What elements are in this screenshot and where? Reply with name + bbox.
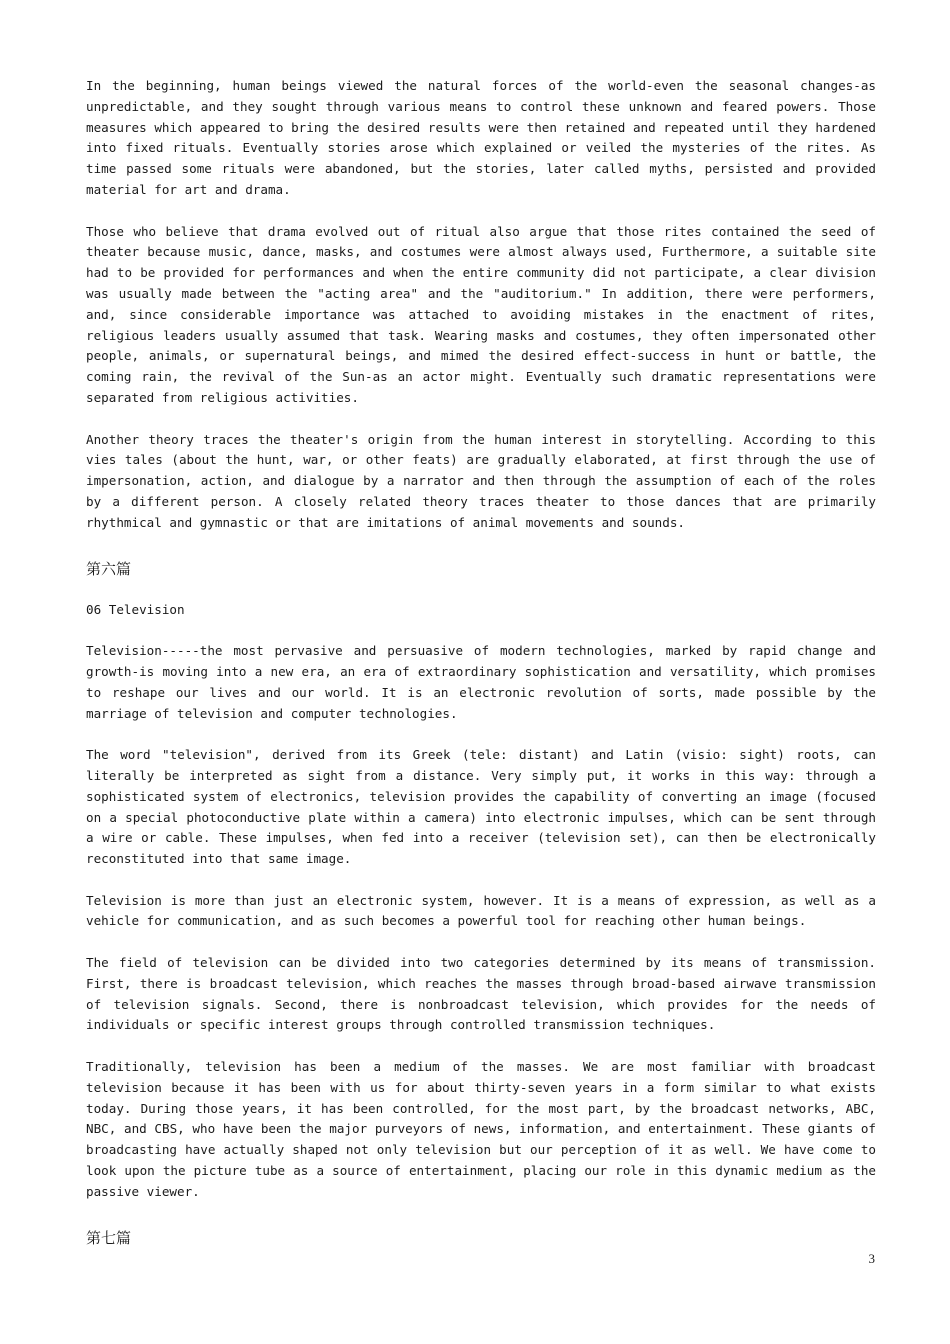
paragraph-drama-from-ritual: Those who believe that drama evolved out of ritual also argue that those rites contained the seed of theater because music, dance, masks, and costumes were almost always used, Furthermore, a suitable site had to be provided for performances and when the entire community did not participate, a clear division was usually made between the "acting area" and the "auditorium." In addition, there were performers, and, since considerable importance was attached to avoiding mistakes in the enactment of rites, religious leaders usually assumed that task. Wearing masks and costumes, they often impersonated other people, animals, or supernatural beings, and mimed the desired effect-success in hunt or battle, the coming rain, the revival of the Sun-as an actor might. Eventually such dramatic representations were separated from religious activities. — [86, 223, 876, 405]
paragraph-television-intro: Television-----the most pervasive and persuasive of modern technologies, marked by rapid change and growth-is moving into a new era, an era of extraordinary sophistication and versatility, which promises to reshape our lives and our world. It is an electronic revolution of sorts, made possible by the marriage of television and computer technologies. — [86, 643, 876, 721]
page-number: 3 — [868, 1251, 875, 1266]
document-page — [86, 76, 876, 1269]
article-title-television: 06 Television — [86, 601, 185, 617]
paragraph-television-word: The word "television", derived from its Greek (tele: distant) and Latin (visio: sight) roots, can literally be interpreted as sight from a distance. Very simply put, it works in this way: through a sophisticated system of electronics, television provides the capability of converting an image (focused on a special photoconductive plate within a camera) into electronic impulses, which can be sent through a wire or cable. These impulses, when fed into a receiver (television set), can then be electronically reconstituted into that same image. — [86, 747, 876, 867]
paragraph-ritual-origins: In the beginning, human beings viewed the natural forces of the world-even the seasonal changes-as unpredictable, and they sought through various means to control these unknown and feared powers. Those measures which appeared to bring the desired results were then retained and repeated until they hardened into fixed rituals. Eventually stories arose which explained or veiled the mysteries of the rites. As time passed some rituals were abandoned, but the stories, later called myths, persisted and provided material for art and drama. — [86, 78, 876, 197]
paragraph-television-traditionally: Traditionally, television has been a medium of the masses. We are most familiar with broadcast television because it has been with us for about thirty-seven years in a form similar to what exists today. During those years, it has been controlled, for the most part, by the broadcast networks, ABC, NBC, and CBS, who have been the major purveyors of news, information, and entertainment. These giants of broadcasting have actually shaped not only television but our perception of it as well. We have come to look upon the picture tube as a source of entertainment, placing our role in this dynamic medium as the passive viewer. — [86, 1059, 876, 1199]
paragraph-television-expression: Television is more than just an electronic system, however. It is a means of expression, as well as a vehicle for communication, and as such becomes a powerful tool for reaching other human beings. — [86, 892, 876, 929]
paragraph-television-categories: The field of television can be divided into two categories determined by its means of transmission. First, there is broadcast television, which reaches the masses through broad-based airwave transmission of television signals. Second, there is nonbroadcast television, which provides for the needs of individuals or specific interest groups through controlled transmission techniques. — [86, 955, 876, 1033]
paragraph-storytelling-theory: Another theory traces the theater's origin from the human interest in storytelling. According to this vies tales (about the hunt, war, or other feats) are gradually elaborated, at first through the use of impersonation, action, and dialogue by a narrator and then through the assumption of each of the roles by a different person. A closely related theory traces theater to those dances that are primarily rhythmical and gymnastic or that are imitations of animal movements and sounds. — [86, 431, 876, 530]
section-heading-six: 第六篇 — [86, 559, 132, 578]
section-heading-seven: 第七篇 — [86, 1228, 132, 1247]
